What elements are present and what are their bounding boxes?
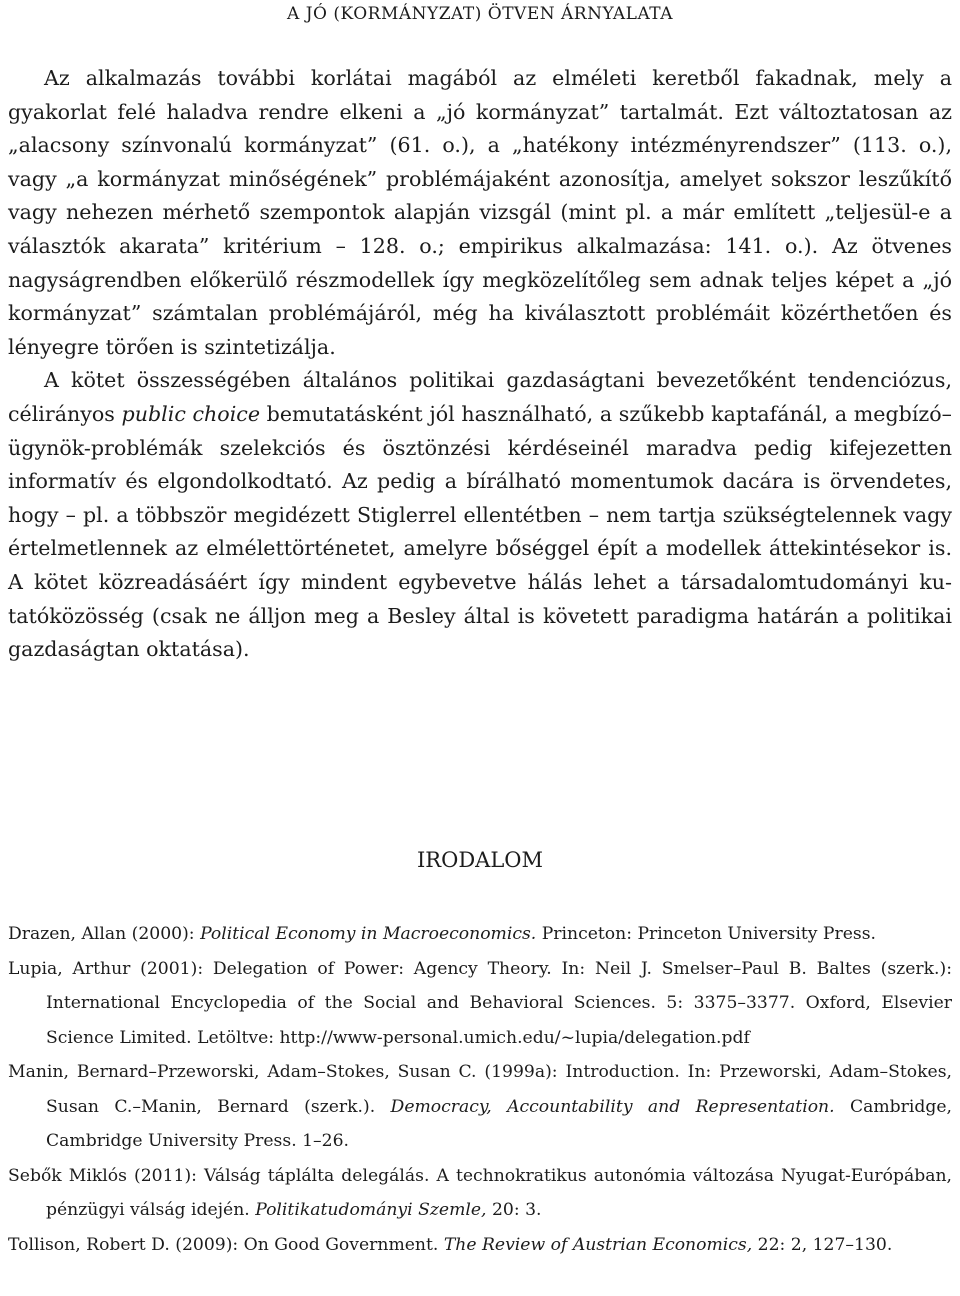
reference-item [8,1159,952,1228]
reference-item [8,1228,952,1263]
paragraph [8,364,952,666]
reference-title: The Review of Austrian Economics, [443,1234,753,1255]
paragraph-text: Az alkalmazás további korlátai magából az elméleti keretből fakadnak, mely a gyakorlat felé haladva rendre elkeni a „jó kormányzat” tartalmát. Ezt változtatosan az „alacsony színvonalú kormányzat” (61. o.), a „hatékony intézményrendszer” (113. o.), vagy „a kormányzat minőségének” problémájaként azonosítja, amelyet sokszor leszűkítő vagy nehezen mérhető szempontok alapján vizsgál (mint pl. a már említett „teljesül-e a választók akarata” kritérium – 128. o.; empirikus alkalmazása: 141. o.). Az ötvenes nagyságrendben előkerülő részmodellek így megközelítőleg sem adnak teljes képet a „jó kormányzat” számtalan problémájáról, még ha kiválasztott problémáit közérthetően és lényegre törően is szintetizálja. [8,66,952,359]
reference-text: 22: 2, 127–130. [752,1234,893,1255]
reference-text: Manin, Bernard–Przeworski, Adam–Stokes, Susan C. (1999a): Introduction. In: Przeworski, Adam–Stokes, Susan C.–Manin, Bernard (szerk.). [8,1062,952,1117]
reference-item [8,952,952,1056]
running-head: A JÓ (KORMÁNYZAT) ÖTVEN ÁRNYALATA [287,4,673,24]
paragraph [8,62,952,364]
reference-item [8,917,952,952]
paragraph-text: bemutatásként jól használható, a szűkebb kaptafánál, a megbízó–ügynök-problémák szelekciós és ösztönzési kérdéseinél maradva pedig kifejezetten informatív és elgondolkodtató. Az pedig a bírálható momentumok dacára is örvendetes, hogy – pl. a többször megidézett Stiglerrel ellentétben – nem tartja szükségtelennek vagy értelmetlennek az elmélettörténetet, amelyre bőséggel épít a modellek áttekintésekor is. A kötet közreadásáért így mindent egybevetve hálás lehet a társadalomtudományi kutatóközösség (csak ne álljon meg a Besley által is követett paradigma határán a politikai gazdaságtan oktatása). [8,401,952,662]
reference-text: Tollison, Robert D. (2009): On Good Government. [8,1234,444,1255]
references-list [8,917,952,1262]
emphasis-text: public choice [121,401,261,426]
reference-title: Politikatudományi Szemle, [255,1200,487,1220]
reference-text: Drazen, Allan (2000): [8,924,201,944]
reference-title: Political Economy in Macroeconomics. [200,924,537,944]
reference-text: Sebők Miklós (2011): Válság táplálta delegálás. A technokratikus autonómia változása Nyugat-Európában, pénzügyi válság idején. [8,1165,952,1220]
reference-text: 20: 3. [486,1200,542,1220]
reference-item [8,1055,952,1159]
reference-text: Princeton: Princeton University Press. [536,924,876,944]
reference-text: Cambridge, Cambridge University Press. 1–26. [46,1096,952,1151]
body-text [8,62,952,667]
paragraph-text: A kötet összességében általános politikai gazdaságtani bevezetőként tendenciózus, célirányos [8,368,952,426]
reference-text: Lupia, Arthur (2001): Delegation of Power: Agency Theory. In: Neil J. Smelser–Paul B. Baltes (szerk.): International Encyclopedia of the Social and Behavioral Sciences. 5: 3375–3377. Oxford, Elsevier Science Limited. Letöltve: http://www-personal.umich.edu/~lupia/delegation.pdf [8,958,952,1048]
reference-title: Democracy, Accountability and Representation. [390,1096,835,1117]
references-heading: IRODALOM [417,848,543,872]
